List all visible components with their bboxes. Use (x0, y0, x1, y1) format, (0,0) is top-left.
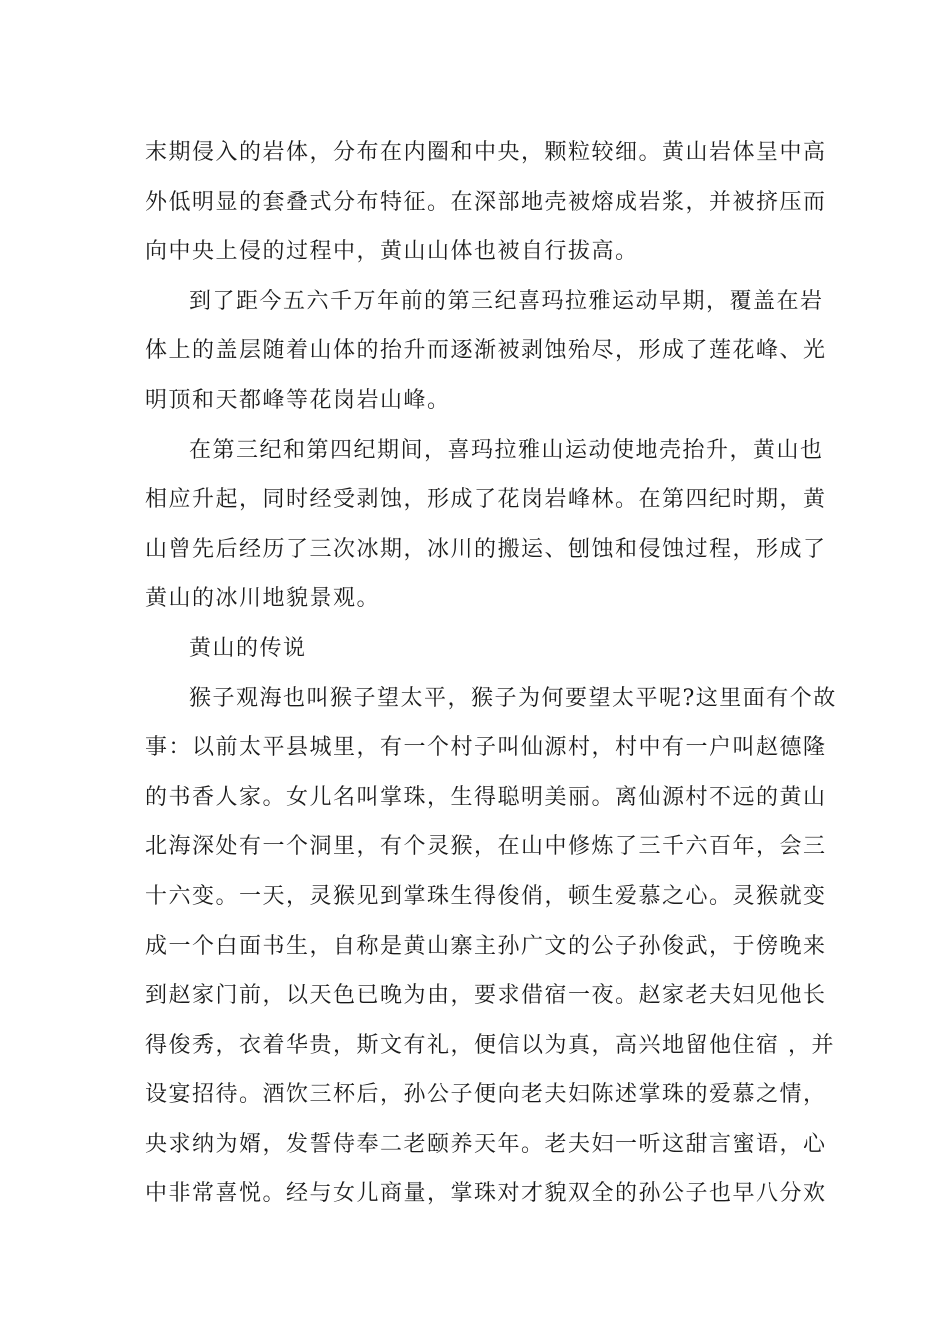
paragraph-line: 到了距今五六千万年前的第三纪喜玛拉雅运动早期，覆盖在岩 (189, 288, 824, 314)
paragraph-line: 的书香人家。女儿名叫掌珠，生得聪明美丽。离仙源村不远的黄山 (145, 784, 827, 810)
paragraph-line: 成一个白面书生，自称是黄山寨主孙广文的公子孙俊武，于傍晚来 (145, 933, 827, 959)
paragraph-line: 体上的盖层随着山体的抬升而逐渐被剥蚀殆尽，形成了莲花峰、光 (145, 338, 827, 364)
paragraph-line: 向中央上侵的过程中，黄山山体也被自行拔高。 (145, 239, 639, 265)
paragraph-line: 末期侵入的岩体，分布在内圈和中央，颗粒较细。黄山岩体呈中高 (145, 140, 827, 165)
paragraph-line: 北海深处有一个洞里，有个灵猴，在山中修炼了三千六百年，会三 (145, 834, 827, 860)
section-heading: 黄山的传说 (189, 635, 307, 661)
paragraph-rock-formation (145, 128, 827, 277)
paragraph-quaternary-period (145, 426, 827, 624)
paragraph-line: 央求纳为婿，发誓侍奉二老颐养天年。老夫妇一听这甜言蜜语，心 (145, 1131, 827, 1157)
paragraph-line: 黄山的冰川地貌景观。 (145, 586, 381, 612)
paragraph-line: 得俊秀，衣着华贵，斯文有礼，便信以为真，高兴地留他住宿 ，并 (145, 1032, 835, 1058)
paragraph-monkey-legend (145, 674, 837, 1220)
paragraph-line: 十六变。一天，灵猴见到掌珠生得俊俏，顿生爱慕之心。灵猴就变 (145, 883, 827, 909)
document-body (145, 128, 837, 1219)
paragraph-line: 设宴招待。酒饮三杯后，孙公子便向老夫妇陈述掌珠的爱慕之情， (145, 1082, 827, 1108)
paragraph-tertiary-period (145, 277, 827, 426)
paragraph-line: 中非常喜悦。经与女儿商量，掌珠对才貌双全的孙公子也早八分欢 (145, 1181, 827, 1207)
paragraph-line: 在第三纪和第四纪期间，喜玛拉雅山运动使地壳抬升，黄山也 (189, 437, 824, 463)
paragraph-line: 事：以前太平县城里，有一个村子叫仙源村，村中有一户叫赵德隆 (145, 735, 827, 761)
paragraph-line: 山曾先后经历了三次冰期，冰川的搬运、刨蚀和侵蚀过程，形成了 (145, 536, 827, 562)
paragraph-line: 外低明显的套叠式分布特征。在深部地壳被熔成岩浆，并被挤压而 (145, 189, 827, 215)
paragraph-line: 到赵家门前，以天色已晚为由，要求借宿一夜。赵家老夫妇见他长 (145, 983, 827, 1009)
paragraph-line: 明顶和天都峰等花岗岩山峰。 (145, 387, 451, 413)
paragraph-line: 相应升起，同时经受剥蚀，形成了花岗岩峰林。在第四纪时期，黄 (145, 487, 827, 513)
paragraph-line: 猴子观海也叫猴子望太平，猴子为何要望太平呢?这里面有个故 (189, 685, 837, 711)
